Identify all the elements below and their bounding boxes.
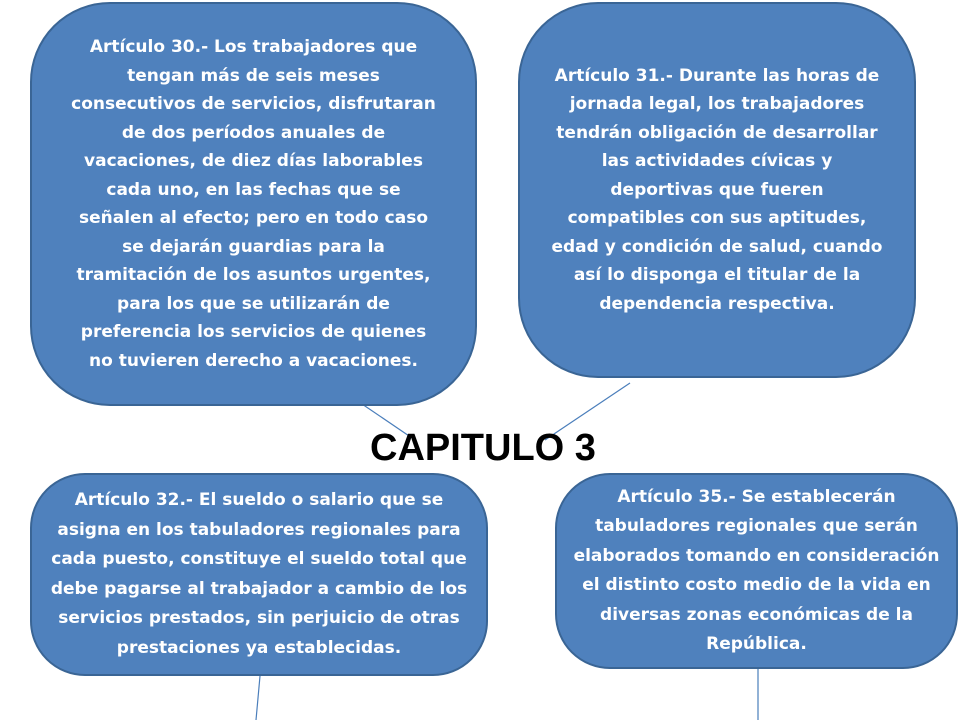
article-32-node <box>30 473 488 676</box>
article-30-node <box>30 2 477 406</box>
article-32-text: Artículo 32.- El sueldo o salario que se asigna en los tabuladores regionales para cada puesto, constituye el sueldo total que debe pagarse al trabajador a cambio de los servicios prestados, sin perjuicio de otras prestaciones ya establecidas. <box>50 490 468 658</box>
article-30-text: Artículo 30.- Los trabajadores que tengan más de seis meses consecutivos de servicios, disfrutaran de dos períodos anuales de vacaciones, de diez días laborables cada uno, en las fechas que se señalen al efecto; pero en todo caso se dejarán guardias para la tramitación de los asuntos urgentes, para los que se utilizarán de preferencia los servicios de quienes no tuvieren derecho a vacaciones. <box>71 37 436 371</box>
article-35-node <box>555 473 958 669</box>
connector-art32 <box>256 676 260 720</box>
chapter-title: CAPITULO 3 <box>370 427 596 469</box>
article-35-text: Artículo 35.- Se establecerán tabuladores regionales que serán elaborados tomando en consideración el distinto costo medio de la vida en diversas zonas económicas de la República. <box>573 486 940 654</box>
article-31-text: Artículo 31.- Durante las horas de jornada legal, los trabajadores tendrán obligación de desarrollar las actividades cívicas y deportivas que fueren compatibles con sus aptitudes, edad y condición de salud, cuando así lo disponga el titular de la dependencia respectiva. <box>551 65 883 314</box>
article-31-node <box>518 2 916 378</box>
